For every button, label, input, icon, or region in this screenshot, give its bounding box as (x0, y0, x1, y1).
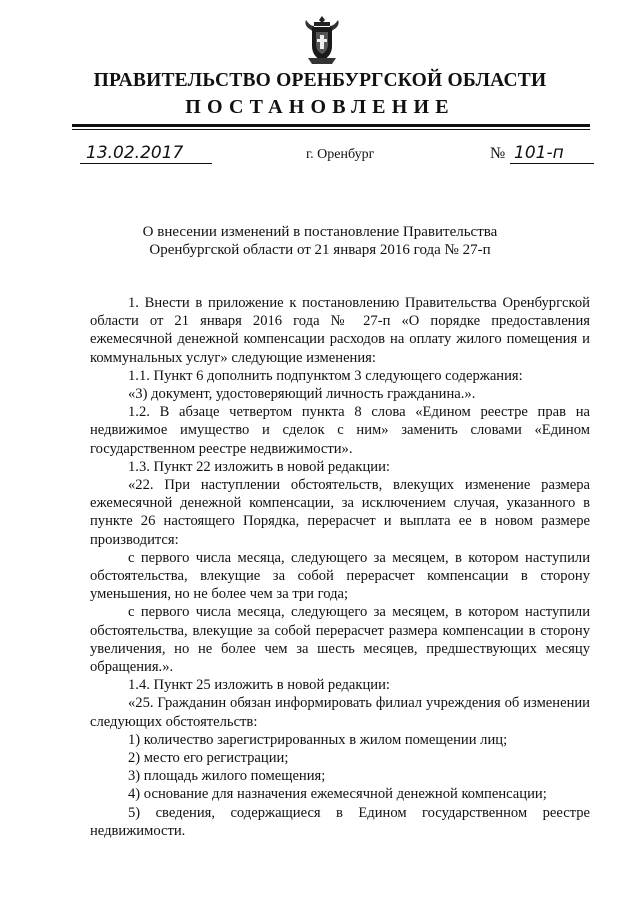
body-paragraph: 1.3. Пункт 22 изложить в новой редакции: (128, 458, 390, 475)
list-item: 3) площадь жилого помещения; (128, 768, 326, 785)
body-paragraph: 1.1. Пункт 6 дополнить подпунктом 3 следующего содержания: (128, 367, 523, 384)
body-paragraph: «25. Гражданин обязан информировать филиал учреждения об изменении следующих обстоятельств: (90, 695, 590, 730)
header-divider-thin (72, 129, 590, 130)
body-paragraph: «22. При наступлении обстоятельств, влекущих изменение размера ежемесячной денежной компенсации, за исключением случая, указанного в пункте 26 настоящего Порядка, перерасчет и выплата ее в новом размере производится: (90, 477, 590, 548)
document-subject (0, 223, 640, 259)
document-number-label: № (490, 145, 506, 162)
document-city: г. Оренбург (306, 147, 375, 162)
body-paragraph: с первого числа месяца, следующего за месяцем, в котором наступили обстоятельства, влекущие за собой перерасчет размера компенсации в сторону увеличения, но не более чем за шесть месяцев, предшествующих месяцу обращения.». (90, 604, 590, 676)
list-item: 4) основание для назначения ежемесячной денежной компенсации; (128, 786, 547, 803)
coat-of-arms-icon (302, 14, 342, 66)
document-number: 101-п (510, 144, 594, 164)
subject-line: Оренбургской области от 21 января 2016 года № 27-п (149, 242, 491, 258)
header-divider-thick (72, 124, 590, 127)
government-title: ПРАВИТЕЛЬСТВО ОРЕНБУРГСКОЙ ОБЛАСТИ (93, 70, 547, 91)
body-paragraph: 1.2. В абзаце четвертом пункта 8 слова «Едином реестре прав на недвижимое имущество и сделок с ним» заменить словами «Едином государственном реестре недвижимости». (90, 404, 590, 457)
body-paragraph: 1. Внести в приложение к постановлению Правительства Оренбургской области от 21 января 2016 года № 27-п «О порядке предоставления ежемесячной денежной компенсации расходов на оплату жилого помещения и коммунальных услуг» следующие изменения: (90, 295, 590, 366)
body-paragraph: 1.4. Пункт 25 изложить в новой редакции: (128, 677, 390, 694)
document-body (90, 294, 590, 840)
subject-line: О внесении изменений в постановление Правительства (142, 224, 498, 240)
list-item: 1) количество зарегистрированных в жилом помещении лиц; (128, 731, 508, 748)
document-date: 13.02.2017 (80, 144, 212, 164)
body-paragraph: с первого числа месяца, следующего за месяцем, в котором наступили обстоятельства, влекущие за собой перерасчет компенсации в сторону уменьшения, но не более чем за три года; (90, 549, 590, 603)
document-type: ПОСТАНОВЛЕНИЕ (185, 96, 455, 118)
list-item: 2) место его регистрации; (128, 750, 289, 767)
body-paragraph: «3) документ, удостоверяющий личность гражданина.». (128, 386, 476, 403)
list-item: 5) сведения, содержащиеся в Едином государственном реестре недвижимости. (90, 804, 590, 839)
